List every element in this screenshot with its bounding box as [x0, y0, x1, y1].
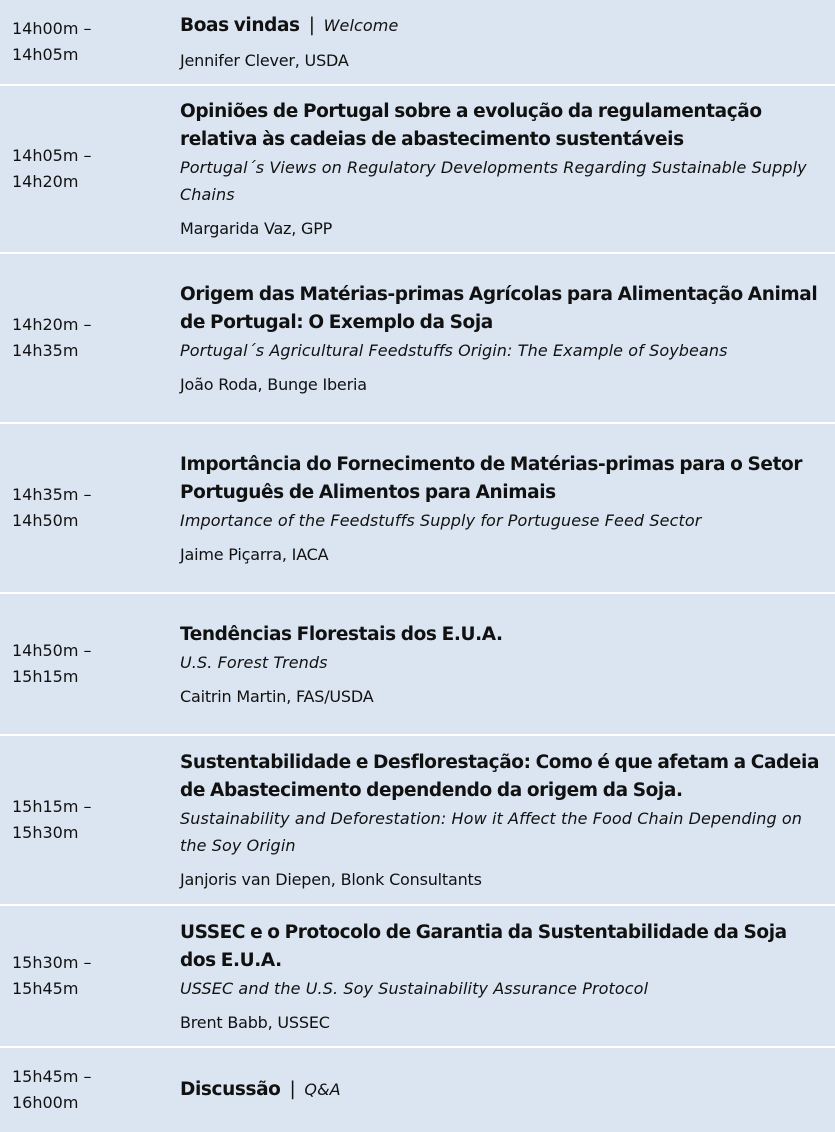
time-start: 14h50m –: [12, 641, 92, 660]
session-subtitle: Sustainability and Deforestation: How it Affect the Food Chain Depending on the Soy Origin: [180, 809, 803, 855]
session-title-text: Discussão: [180, 1079, 281, 1100]
session-cell: [168, 594, 835, 734]
time-cell: [0, 594, 168, 734]
session-cell: [168, 1048, 835, 1132]
session-title: USSEC e o Protocolo de Garantia da Sustentabilidade da Soja dos E.U.A.: [180, 921, 787, 971]
session-subtitle: Welcome: [323, 16, 399, 35]
time-cell: [0, 0, 168, 84]
session-title: [180, 12, 825, 40]
session-cell: [168, 906, 835, 1046]
time-end: 16h00m: [12, 1093, 79, 1112]
time-start: 14h00m –: [12, 19, 92, 38]
session-title-text: Boas vindas: [180, 15, 300, 36]
session-cell: [168, 736, 835, 904]
agenda-row: [0, 0, 835, 86]
time-start: 14h05m –: [12, 146, 92, 165]
time-end: 14h35m: [12, 341, 79, 360]
session-subtitle: Portugal´s Agricultural Feedstuffs Origin: The Example of Soybeans: [180, 340, 728, 360]
time-end: 14h05m: [12, 45, 79, 64]
time-start: 15h15m –: [12, 797, 92, 816]
time-start: 14h35m –: [12, 485, 92, 504]
time-start: 14h20m –: [12, 315, 92, 334]
session-cell: [168, 86, 835, 252]
agenda-row: [0, 86, 835, 254]
agenda-row: [0, 594, 835, 736]
session-speaker: João Roda, Bunge Iberia: [180, 374, 367, 394]
session-title: Tendências Florestais dos E.U.A.: [180, 623, 503, 645]
time-end: 14h20m: [12, 172, 79, 191]
session-subtitle: USSEC and the U.S. Soy Sustainability Assurance Protocol: [180, 978, 649, 998]
time-end: 15h30m: [12, 823, 79, 842]
session-speaker: Jennifer Clever, USDA: [180, 51, 349, 70]
time-cell: [0, 1048, 168, 1132]
session-title: Origem das Matérias-primas Agrícolas para Alimentação Animal de Portugal: O Exemplo da Soja: [180, 283, 818, 333]
time-cell: [0, 736, 168, 904]
session-subtitle: Q&A: [304, 1080, 341, 1099]
time-cell: [0, 254, 168, 422]
title-separator: |: [289, 1079, 296, 1100]
session-title: Importância do Fornecimento de Matérias-primas para o Setor Português de Alimentos para Animais: [180, 453, 803, 503]
session-subtitle: U.S. Forest Trends: [180, 652, 328, 672]
session-subtitle: Importance of the Feedstuffs Supply for Portuguese Feed Sector: [180, 510, 702, 530]
time-end: 14h50m: [12, 511, 79, 530]
session-title: Opiniões de Portugal sobre a evolução da regulamentação relativa às cadeias de abastecimento sustentáveis: [180, 101, 762, 150]
session-speaker: Margarida Vaz, GPP: [180, 219, 333, 238]
time-start: 15h30m –: [12, 953, 92, 972]
agenda-row: [0, 1048, 835, 1132]
session-cell: [168, 424, 835, 592]
time-cell: [0, 424, 168, 592]
title-separator: |: [308, 15, 315, 36]
session-cell: [168, 0, 835, 84]
time-end: 15h15m: [12, 667, 79, 686]
time-cell: [0, 906, 168, 1046]
session-speaker: Caitrin Martin, FAS/USDA: [180, 686, 374, 706]
time-end: 15h45m: [12, 979, 79, 998]
session-subtitle: Portugal´s Views on Regulatory Developments Regarding Sustainable Supply Chains: [180, 158, 807, 204]
session-title: [180, 1076, 825, 1104]
session-speaker: Janjoris van Diepen, Blonk Consultants: [180, 870, 482, 889]
time-cell: [0, 86, 168, 252]
time-start: 15h45m –: [12, 1067, 92, 1086]
session-title: Sustentabilidade e Desflorestação: Como é que afetam a Cadeia de Abastecimento dependendo da origem da Soja.: [180, 752, 820, 801]
session-speaker: Jaime Piçarra, IACA: [180, 544, 329, 564]
agenda-row: [0, 424, 835, 594]
session-speaker: Brent Babb, USSEC: [180, 1012, 330, 1032]
session-cell: [168, 254, 835, 422]
agenda-row: [0, 254, 835, 424]
agenda-row: [0, 736, 835, 906]
agenda-row: [0, 906, 835, 1048]
